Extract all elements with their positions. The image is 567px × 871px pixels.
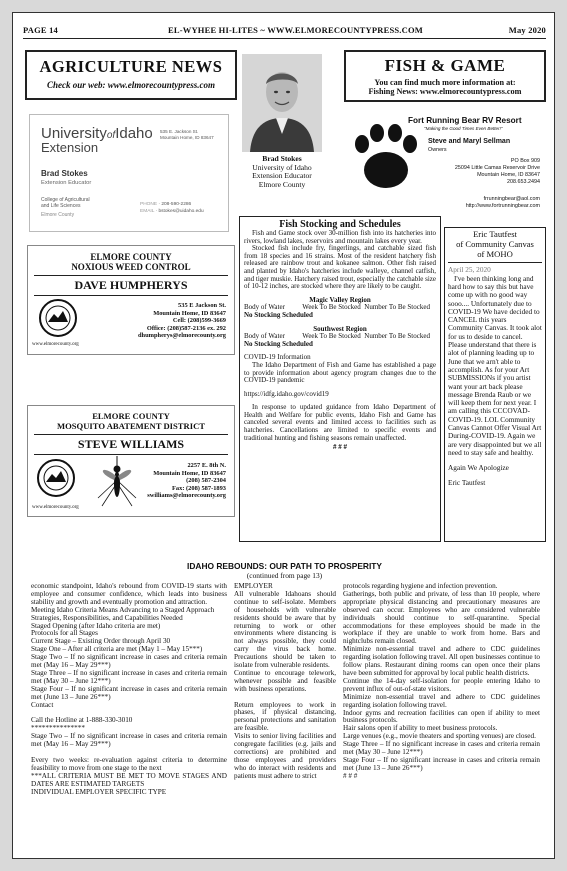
rv-resort-tagline: "Making the Good Times Even Better!" [424,126,503,131]
agriculture-news-title: AGRICULTURE NEWS [39,57,223,76]
county-line: Elmore County [41,212,75,218]
rebounds-paragraph: Every two weeks: re-evaluation against criteria to determine feasibility to move from one stage to the next [31,755,227,772]
page-header [23,23,546,39]
mosq-card-title [28,411,234,431]
title-line: Eric Tautfest [473,229,517,239]
rebounds-paragraph: Protocols for all Stages [31,629,98,638]
canvas-closing: Again We Apologize [448,463,509,473]
rebounds-paragraph: Stage One – After all criteria are met (May 1 – May 15***) [31,645,203,654]
rebounds-paragraph: INDIVIDUAL EMPLOYER SPECIFIC TYPE [31,787,167,796]
fish-game-title: FISH & GAME [384,56,506,75]
rebounds-column-3 [343,583,540,781]
rv-website: http://www.fortrunningbear.com [465,203,540,209]
rebounds-column-1 [31,583,227,796]
address-line: PO Box 909 [510,158,540,164]
rebounds-paragraph: # # # [343,771,358,780]
masthead: EL-WYHEE HI-LITES ~ WWW.ELMORECOUNTYPRESS.COM [168,25,424,35]
uidaho-address [160,129,214,140]
caption-line: Elmore County [258,179,306,189]
region-heading: Southwest Region [313,324,367,333]
rv-resort-address [455,158,540,186]
rv-resort-card [346,110,546,222]
mosq-card-contact [147,462,226,500]
article-paragraph: Fish and Game stock over 30-million fish into its hatcheries into rivers, lowland lakes, reservoirs and mountain lakes every year. [244,229,436,245]
rebounds-paragraph: Continue the 14-day self-isolation for people entering Idaho to prevent influx of out-of-state visitors. [343,676,540,693]
no-stocking-note: No Stocking Scheduled [244,310,313,319]
rv-resort-name: Fort Running Bear RV Resort [408,116,522,125]
rebounds-paragraph: Large venues (e.g., movie theaters and sporting venues) are closed. [343,732,536,741]
weed-card-title [28,252,234,272]
rebounds-paragraph: Stage Three – If no significant increase in cases and criteria remain met (May 30 – June 12***) [343,740,540,757]
photo-caption [235,155,329,189]
title-line: MOSQUITO ABATEMENT DISTRICT [56,421,206,431]
rebounds-paragraph: Call the Hotline at 1-888-330-3010 [31,716,133,725]
canvas-signature: Eric Tautfest [448,477,486,487]
rebounds-paragraph: Visits to senior living facilities and congregate facilities (e.g. jails and corrections) are prohibited and those employees and providers who do interact with residents and patients must adhere to strict [234,732,336,780]
mosquito-icon [92,454,142,508]
article-paragraph: The Idaho Department of Fish and Game has established a page to provide information about agency program changes due to the COVID-19 pandemic [244,360,436,385]
rebounds-paragraph: economic standpoint, Idaho's rebound from COVID-19 starts with employee and consumer confidence, which leads into business stability and growth and eventually promotion and attraction. [31,582,227,606]
rebounds-paragraph: Minimize non-essential travel and adhere to CDC guidelines regarding isolation following travel. [343,692,540,709]
fax-line: Fax: (208) 587-1893 [172,484,226,492]
newspaper-page [12,12,555,859]
fish-stocking-article [239,216,441,542]
fish-game-line1: You can find much more information at: [374,78,516,87]
rv-resort-owners-label: Owners [428,147,447,153]
address-line: 2257 E. 8th N. [187,462,226,469]
cell-line: Cell: (208)599-3669 [172,317,226,325]
table-header: Body of Water Week To Be Stocked Number To Be Stocked [244,332,430,341]
rebounds-paragraph: Stage Two – If no significant increase in cases and criteria remain met (May 16 – May 29***) [31,732,227,749]
article-paragraph: In response to updated guidance from Idaho Department of Health and Welfare for public events, Idaho Fish and Game has canceled several events and limited access to facilities such as hatcheries. Cancellations are limited to specific events and traditional hunting and fishing seasons remain unaffected. [244,403,436,442]
county-seal-icon [36,458,76,498]
bear-paw-logo [350,120,422,194]
covid-heading: COVID-19 Information [244,353,311,362]
phone-label: PHONE [140,202,158,207]
weed-card-contact [138,302,226,340]
end-mark: # # # [333,443,347,452]
address-line: Mountain Home, ID 83647 [153,309,226,317]
rebounds-continued: (continued from page 13) [246,571,323,580]
rv-resort-online [466,196,540,210]
address-line: Mountain Home, ID 83647 [153,469,226,477]
rv-email: frrunningbear@aol.com [483,196,540,202]
rebounds-paragraph: Indoor gyms and recreation facilities can open if ability to meet business protocols. [343,708,540,725]
rebounds-paragraph: Stage Three – If no significant increase in cases and criteria remain met (May 30 – June 12***) [31,668,227,685]
phone-line: (208) 587-2304 [186,477,226,485]
logo-word: Idaho [115,125,153,142]
rebounds-paragraph: Stage Four – If no significant increase in cases and criteria remain met (June 13 – June 26***) [343,755,540,772]
canvas-date: April 25, 2020 [448,265,491,275]
address-line: 535 E. Jackson St. [160,129,199,134]
stocking-title: Fish Stocking and Schedules [279,219,401,230]
rebounds-paragraph: Strategies, Responsibilities, and Capabilities Needed [31,613,183,622]
portrait-image [242,54,322,152]
mosq-card-web: www.elmorecounty.org [32,505,79,510]
region-heading: Magic Valley Region [309,295,371,304]
office-line: Office: (208)587-2136 ex. 292 [146,324,226,332]
rebounds-paragraph: All vulnerable Idahoans should continue to self-isolate. Members of households with vulnerable residents should be aware that by returning to work or other environments where distancing is not always possible, they could carry the virus back home. Precautions should be taken to isolate from vulnerable residents. [234,589,336,670]
rebounds-paragraph: Hair salons open if ability to meet business protocols. [343,724,498,733]
rebounds-paragraph: Continue to encourage telework, whenever possible and feasible with business operations. [234,668,336,693]
canvas-title [448,230,542,259]
rebounds-paragraph: Stage Four – If no significant increase in cases and criteria remain met (June 13 – June 26***) [31,684,227,701]
no-stocking-note: No Stocking Scheduled [244,339,313,348]
agriculture-news-box [25,50,237,100]
rebounds-paragraph: Gatherings, both public and private, of less than 10 people, where appropriate physical distancing and precautionary measures are observed can occur. Employees who are considered vulnerable individuals should continue to self-quarantine. Special accommodations for these employees should be made in the workplace if they are unable to work from home. Bars and nightclubs remain closed. [343,589,540,646]
title-line: ELMORE COUNTY [90,252,172,262]
weed-control-card [27,245,235,355]
caption-line: Extension Educator [252,171,312,181]
fish-game-line2: Fishing News: www.elmorecountypress.com [368,87,522,96]
community-canvas-article [444,227,546,542]
email-value: bstokes@uidaho.edu [158,209,204,214]
uidaho-role: Extension Educator [41,180,92,186]
brad-stokes-photo [242,54,322,152]
rebounds-paragraph: EMPLOYER [234,582,273,590]
rebounds-paragraph: Meeting Idaho Criteria Means Advancing to a Staged Approach [31,605,215,614]
caption-name: Brad Stokes [262,154,302,163]
college-line: and Life Sciences [41,203,81,209]
email-line: dhumpherys@elmorecounty.org [137,332,226,340]
college-line: College of Agricultural [41,197,90,203]
title-line: of MOHO [477,248,513,259]
uidaho-logo [41,125,153,155]
title-line: of Community Canvas [456,238,534,249]
rebounds-paragraph: Minimize non-essential travel and adhere to CDC guidelines regarding isolation following travel. All open businesses continue to follow plans. Restaurant dining rooms can open once their plans have been submitted for approval by local public health districts. [343,645,540,677]
mosquito-abatement-card [27,405,235,517]
caption-line: University of Idaho [252,162,312,172]
email-line: swilliams@elmorecounty.org [147,492,226,500]
table-header: Body of Water Week To Be Stocked Number To Be Stocked [244,303,430,312]
title-line: ELMORE COUNTY [92,411,170,421]
rebounds-paragraph: protocols regarding hygiene and infection prevention. [343,582,498,590]
rebounds-column-2 [234,583,336,781]
logo-word: Extension [41,140,99,155]
weed-card-name: DAVE HUMPHERYS [34,275,228,296]
uidaho-college [41,197,90,218]
rebounds-paragraph: ***ALL CRITERIA MUST BE MET TO MOVE STAGES AND DATES ARE ESTIMATED TARGETS [31,771,227,788]
uidaho-name: Brad Stokes [41,169,88,178]
page-number: PAGE 14 [23,25,59,35]
canvas-text: I've been thinking long and hard how to say this but have come up with no good way sooo.... Unfortunately due to COVID-19 We have decided to CANCEL this years Community Canvas. It took alot for us to deside to cancel. Please understand that there is alot of planning leading up to June that we arn't able to accomplish. As for your Art SUBMISSIONs if you artist want your art back please message Brenda Raub or we will keep them for next year. I am calling this CCCOVAD-COVID-19. LOL Community Canvas Cannot Offer Visual Art During-COVID-19. Again we are very disappointed but we all need to stay safe and healthy. [448,273,542,457]
county-seal-icon [38,298,78,338]
address-line: Mountain Home, ID 83647 [160,134,214,140]
covid-link[interactable]: https://idfg.idaho.gov/covid19 [244,389,329,398]
uidaho-business-card [29,114,229,232]
agriculture-news-subtitle: Check our web: www.elmorecountypress.com [47,80,215,90]
rebounds-paragraph: *************** [31,724,85,733]
canvas-body [448,266,542,486]
address-line: 25094 Little Camas Reservoir Drive [454,165,540,171]
mosq-card-name: STEVE WILLIAMS [34,434,228,455]
rebounds-paragraph: Return employees to work in phases, if physical distancing, personal protections and sanitation are feasible. [234,700,336,733]
logo-word: of [106,130,116,141]
title-line: NOXIOUS WEED CONTROL [71,262,191,272]
stocking-body [244,230,436,452]
rebounds-paragraph: Stage Two – If no significant increase in cases and criteria remain met (May 16 – May 29***) [31,653,227,670]
phone-value: 208-590-2286 [161,202,192,207]
address-line: 535 E Jackson St. [178,302,226,309]
rebounds-paragraph: Contact [31,700,54,709]
fish-game-box [344,50,546,102]
rv-resort-owners: Steve and Maryl Sellman [428,138,511,145]
email-label: EMAIL [140,209,155,214]
rebounds-title: IDAHO REBOUNDS: OUR PATH TO PROSPERITY [187,561,382,571]
rebounds-paragraph: Current Stage – Existing Order through April 30 [31,637,171,646]
rebounds-paragraph: Staged Opening (after Idaho criteria are met) [31,621,161,630]
article-paragraph: Stocked fish include fry, fingerlings, and catchable sized fish from 18 species and 16 strains. Most of the resident hatchery fish released are rainbow trout and kokanee salmon. Other fish raised and planted by Idaho's hatcheries include walleye, channel catfish, and tiger muskie. Hatchery raised trout, especially the catchable size of 10-12 inches, are stocked where they are likely to be caught. [244,244,436,291]
rebounds-heading [25,561,544,580]
weed-card-web: www.elmorecounty.org [32,342,79,347]
logo-word: University [41,125,107,142]
address-line: Mountain Home, ID 83647 [477,172,540,178]
issue-date: May 2020 [508,25,546,35]
address-line: 208.653.2494 [507,179,540,185]
uidaho-contact: PHONE · 208-590-2286 EMAIL · bstokes@uidaho.edu [140,202,204,214]
